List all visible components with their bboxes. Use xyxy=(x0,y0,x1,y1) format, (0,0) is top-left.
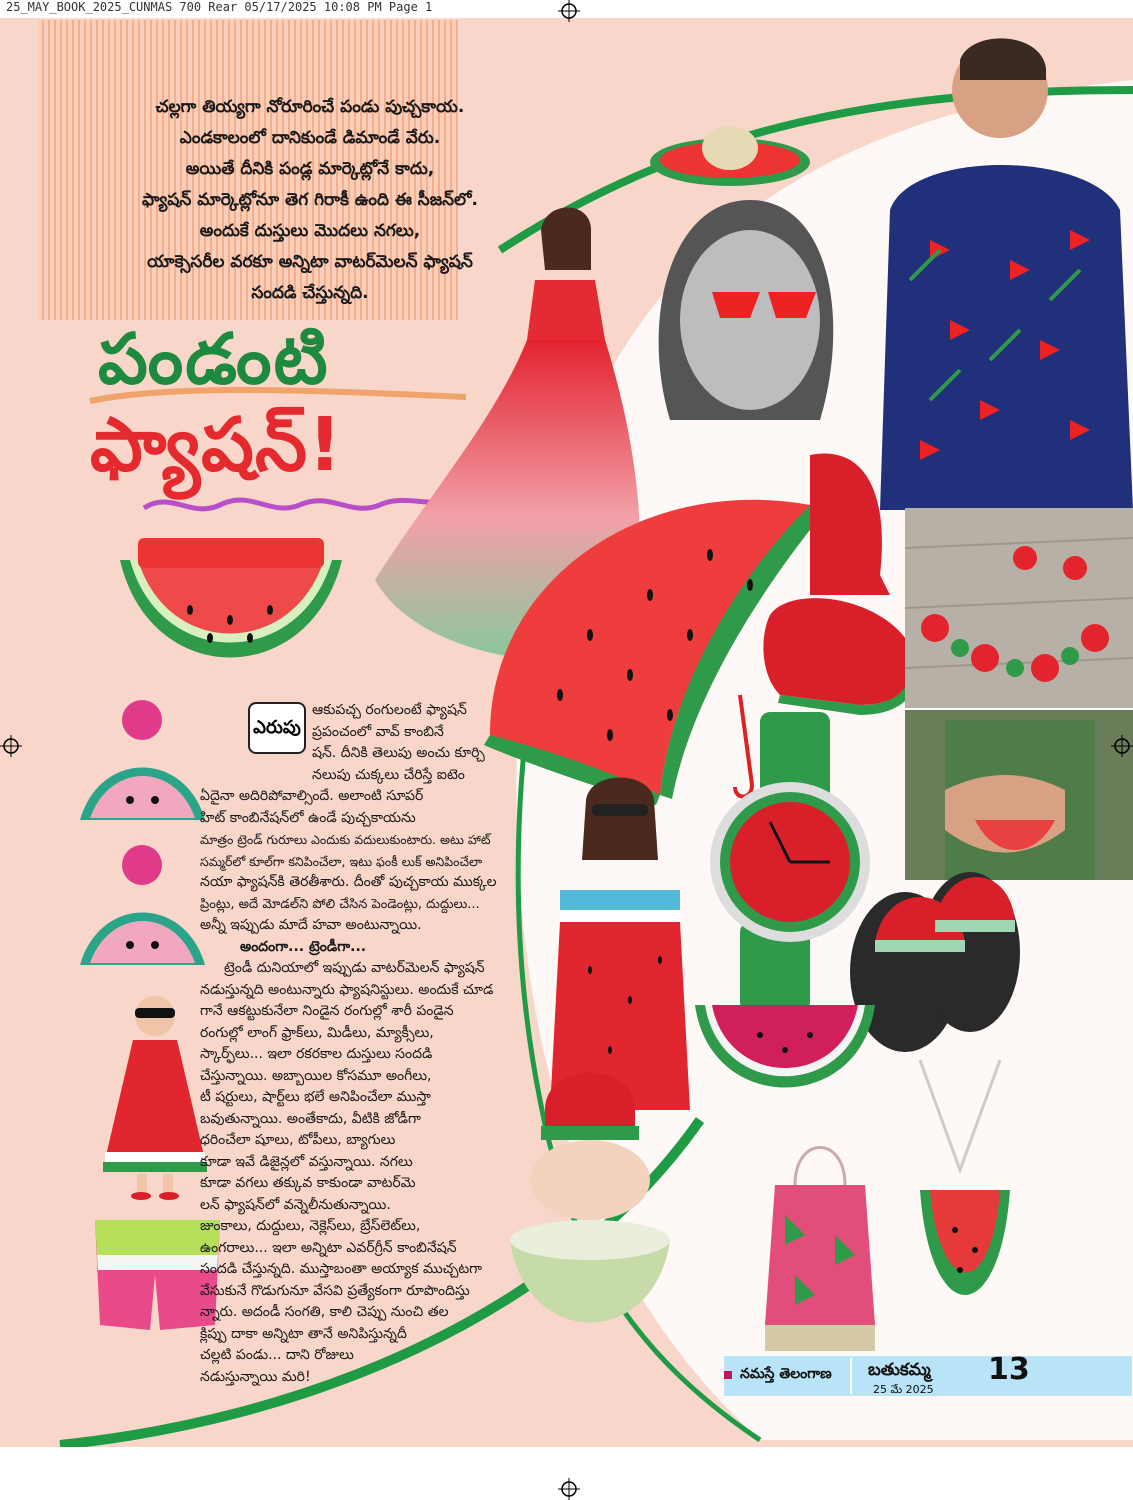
body-line: మాత్రం ట్రెండ్ గురూలు ఎందుకు వదులుకుంటారు. అటు హాట్ xyxy=(200,832,491,847)
watermelon-pendant-image xyxy=(900,1050,1020,1320)
intro-line: చల్లగా తియ్యగా నోరూరించే పండు పుచ్చకాయ. xyxy=(155,97,465,117)
article-body xyxy=(200,700,530,1388)
footer-bullet xyxy=(724,1371,732,1379)
body-line: సమ్మర్‌లో కూల్‌గా కనిపించేలా, ఇటు ఫంకీ లుక్ అనిపించేలా xyxy=(200,853,483,869)
article-kicker: ఎరుపు xyxy=(248,702,306,754)
body-subhead: అందంగా... ట్రెండీగా... xyxy=(240,938,367,955)
body-line: హిట్ కాంబినేషన్‌లో ఉండే పుచ్చకాయను xyxy=(200,809,416,826)
body-line: బవుతున్నాయి. అంతేకాదు, వీటికి జోడీగా xyxy=(200,1110,421,1127)
footer-newspaper-name: నమస్తే తెలంగాణ xyxy=(740,1366,832,1382)
body-line: టీ షర్టులు, షార్ట్‌లు భలే అనిపించేలా ముస్తా xyxy=(200,1089,431,1105)
body-line: ట్రెండీ దునియాలో ఇప్పుడు వాటర్‌మెలన్ ఫ్యాషన్ xyxy=(224,960,485,976)
body-line: షన్. దీనికి తెలుపు అంచు కూర్చి xyxy=(312,745,485,761)
body-line: స్కార్ఫ్‌లు... ఇలా రకరకాల దుస్తులు సందడి xyxy=(200,1046,433,1062)
baby-watermelon-beanie-image xyxy=(505,1060,675,1345)
body-line: ప్రింట్లు, అదే మోడల్‌ని పోలి చేసిన పెండెంట్లు, దుద్దులు... xyxy=(200,896,480,912)
intro-line: అందుకే దుస్తులు మొదలు నగలు, xyxy=(199,221,421,241)
body-line: ప్రపంచంలో వావ్ కాంబినే xyxy=(312,723,444,740)
woman-watermelon-hat-sunglasses-image xyxy=(610,120,850,440)
watermelon-earrings-bracelet-image xyxy=(905,508,1133,708)
body-line: లన్ ఫ్యాషన్‌లో వన్నెలీనుతున్నాయి. xyxy=(200,1196,391,1213)
girl-watermelon-dress-image xyxy=(95,990,215,1200)
intro-line: యాక్సెసరీల వరకూ అన్నిటా వాటర్‌మెలన్ ఫ్యాషన్ xyxy=(147,252,473,272)
headline-line-2: ఫ్యాషన్! xyxy=(90,402,343,488)
intro-line: సందడి చేస్తున్నది. xyxy=(251,283,369,303)
body-line: నయా ఫ్యాషన్‌కి తెరతీశారు. దీంతో పుచ్చకాయ ముక్కల xyxy=(200,874,497,890)
man-watermelon-shirt-image xyxy=(870,20,1133,510)
body-line: గానే ఆకట్టుకునేలా నిండైన రంగుల్లో శారీ పండైన xyxy=(200,1003,454,1019)
body-line: కూడా వగలు తక్కువ కాకుండా వాటర్‌మె xyxy=(200,1175,416,1191)
body-line: వేసుకునే గొడుగునూ వేసవి ప్రత్యేకంగా రూపొందిస్తు xyxy=(200,1282,470,1299)
registration-mark-icon xyxy=(558,0,580,22)
watermelon-pocket-skirt-image xyxy=(905,710,1133,880)
watermelon-tote-bag-image xyxy=(755,1125,885,1355)
body-line: నడుస్తున్నది అంటున్నారు ఫ్యాషనిస్టులు. అందుకే చూడ xyxy=(200,981,494,998)
body-line: చల్లటి పండు... దాని రోజులు xyxy=(200,1347,354,1363)
body-line: ఉంగరాలు... ఇలా అన్నిటా ఎవర్‌గ్రీన్ కాంబినేషన్ xyxy=(200,1239,457,1256)
registration-mark-icon xyxy=(558,1478,580,1500)
page-number: 13 xyxy=(988,1352,1030,1387)
intro-line: ఫ్యాషన్ మార్కెట్లోనూ తెగ గిరాకీ ఉంది ఈ సీజన్‌లో. xyxy=(141,190,479,210)
watermelon-sneakers-image xyxy=(750,445,920,715)
body-line: సందడి చేస్తున్నది. ముస్తాబంతా అయ్యాక ముచ్చటగా xyxy=(200,1261,483,1277)
registration-mark-icon xyxy=(1111,735,1133,757)
woman-off-shoulder-dress-image xyxy=(540,770,700,1110)
body-line: కూడా ఇవే డిజైన్లలో వస్తున్నాయి. నగలు xyxy=(200,1153,413,1170)
intro-line: అయితే దీనికి పండ్ల మార్కెట్లోనే కాదు, xyxy=(185,159,435,179)
footer-date: 25 మే 2025 xyxy=(873,1383,934,1396)
footer-separator xyxy=(850,1358,852,1394)
body-line: రంగుల్లో లాంగ్ ఫ్రాక్‌లు, మిడీలు, మ్యాక్సీలు, xyxy=(200,1024,434,1041)
body-line: చేస్తున్నాయి. అబ్బాయిల కోసమూ అంగీలు, xyxy=(200,1067,432,1084)
intro-line: ఎండకాలంలో దానికుండే డిమాండే వేరు. xyxy=(179,128,441,148)
body-line: నలుపు చుక్కలు చేరిస్తే ఐటెం xyxy=(312,766,465,783)
watermelon-crystal-purse-image xyxy=(690,985,880,1115)
body-line: న్నారు. అదండీ సంగతి, కాలి చెప్పు నుంచి తల xyxy=(200,1304,449,1320)
headline-line-1: పండంటి xyxy=(98,318,330,400)
footer-magazine-name: బతుకమ్మ xyxy=(868,1360,931,1380)
print-slug: 25_MAY_BOOK_2025_CUNMAS 700 Rear 05/17/2025 10:08 PM Page 1 xyxy=(6,0,433,14)
body-line: క్లిప్పు దాకా అన్నిటా తానే అనిపిస్తున్నదీ xyxy=(200,1325,407,1342)
body-line: ఏదైనా అదిరిపోవాల్సిందే. అలాంటి సూపర్ xyxy=(200,788,424,804)
body-line: ఆకుపచ్చ రంగులంటే ఫ్యాషన్ xyxy=(312,702,467,718)
body-line: ధరించేలా షూలు, టోపీలు, బ్యాగులు xyxy=(200,1132,396,1148)
body-line: అన్నీ ఇప్పుడు మాదే హవా అంటున్నాయి. xyxy=(200,917,422,933)
body-line: జుంకాలు, దుద్దులు, నెక్లెస్‌లు, బ్రేస్‌లెట్‌లు, xyxy=(200,1218,421,1234)
watermelon-clutch-purse-image xyxy=(110,520,350,695)
watermelon-gem-earrings-image xyxy=(70,690,215,980)
body-line: నడుస్తున్నాయి మరి! xyxy=(200,1368,311,1385)
registration-mark-icon xyxy=(0,735,22,757)
